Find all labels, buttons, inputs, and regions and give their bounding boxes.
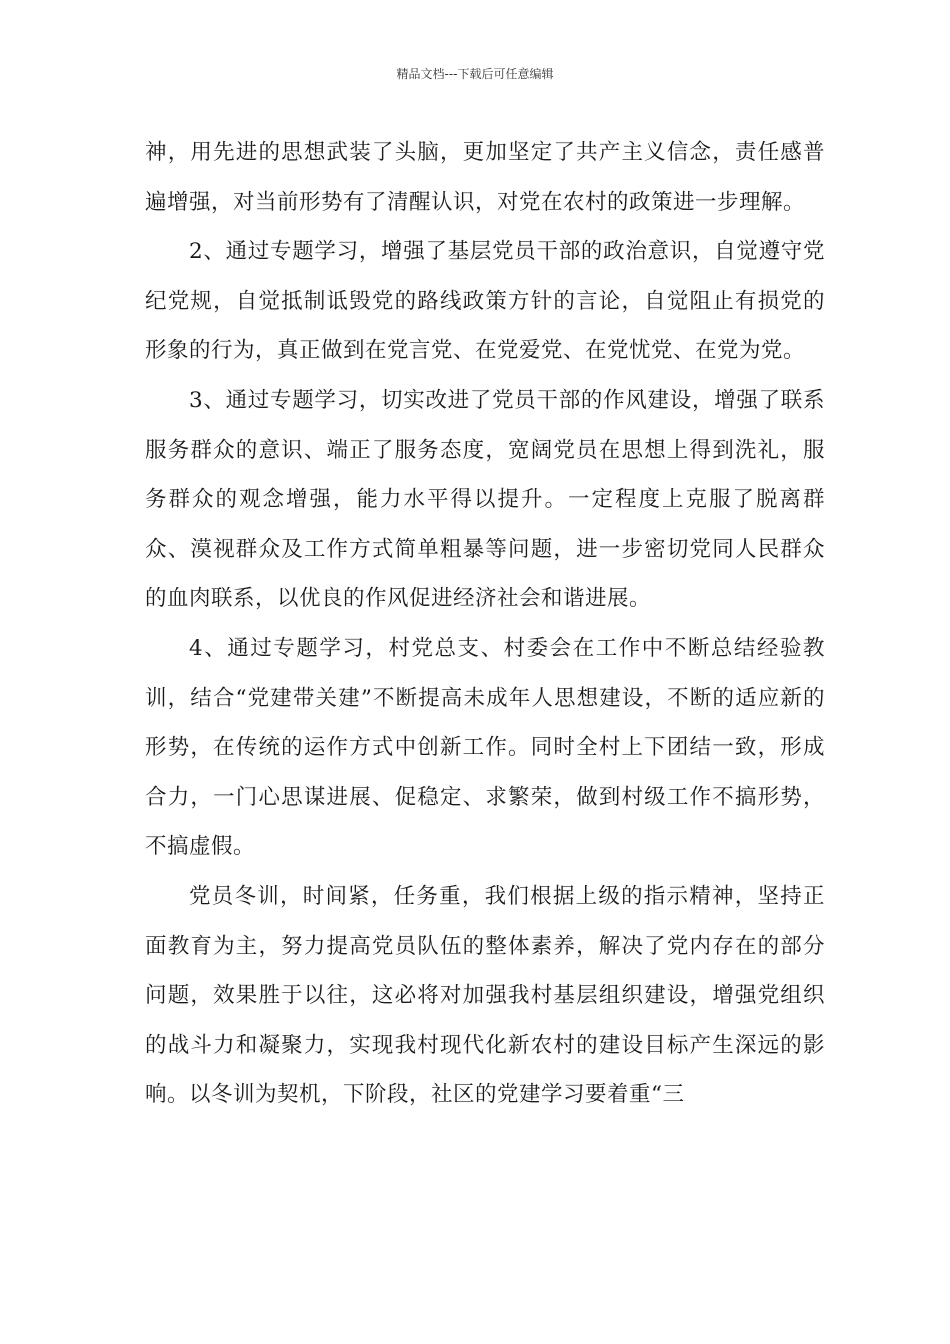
paragraph-1: 神，用先进的思想武装了头脑，更加坚定了共产主义信念，责任感普遍增强，对当前形势有了清醒认识，对党在农村的政策进一步理解。: [145, 140, 825, 215]
paragraph-3: 3、通过专题学习，切实改进了党员干部的作风建设，增强了联系服务群众的意识、端正了服务态度，宽阔党员在思想上得到洗礼，服务群众的观念增强，能力水平得以提升。一定程度上克服了脱离群众、漠视群众及工作方式简单粗暴等问题，进一步密切党同人民群众的血肉联系，以优良的作风促进经济社会和谐进展。: [145, 387, 825, 612]
document-body: [145, 128, 825, 1120]
paragraph-4: 4、通过专题学习，村党总支、村委会在工作中不断总结经验教训，结合“党建带关建”不断提高未成年人思想建设，不断的适应新的形势，在传统的运作方式中创新工作。同时全村上下团结一致，形成合力，一门心思谋进展、促稳定、求繁荣，做到村级工作不搞形势，不搞虚假。: [145, 635, 825, 860]
paragraph-2: 2、通过专题学习，增强了基层党员干部的政治意识，自觉遵守党纪党规，自觉抵制诋毁党的路线政策方针的言论，自觉阻止有损党的形象的行为，真正做到在党言党、在党爱党、在党忧党、在党为党。: [145, 239, 825, 364]
paragraph-5: 党员冬训，时间紧，任务重，我们根据上级的指示精神，坚持正面教育为主，努力提高党员队伍的整体素养，解决了党内存在的部分问题，效果胜于以往，这必将对加强我村基层组织建设，增强党组织的战斗力和凝聚力，实现我村现代化新农村的建设目标产生深远的影响。以冬训为契机，下阶段，社区的党建学习要着重“三: [145, 883, 825, 1108]
page-header: 精品文档---下载后可任意编辑: [396, 67, 554, 81]
